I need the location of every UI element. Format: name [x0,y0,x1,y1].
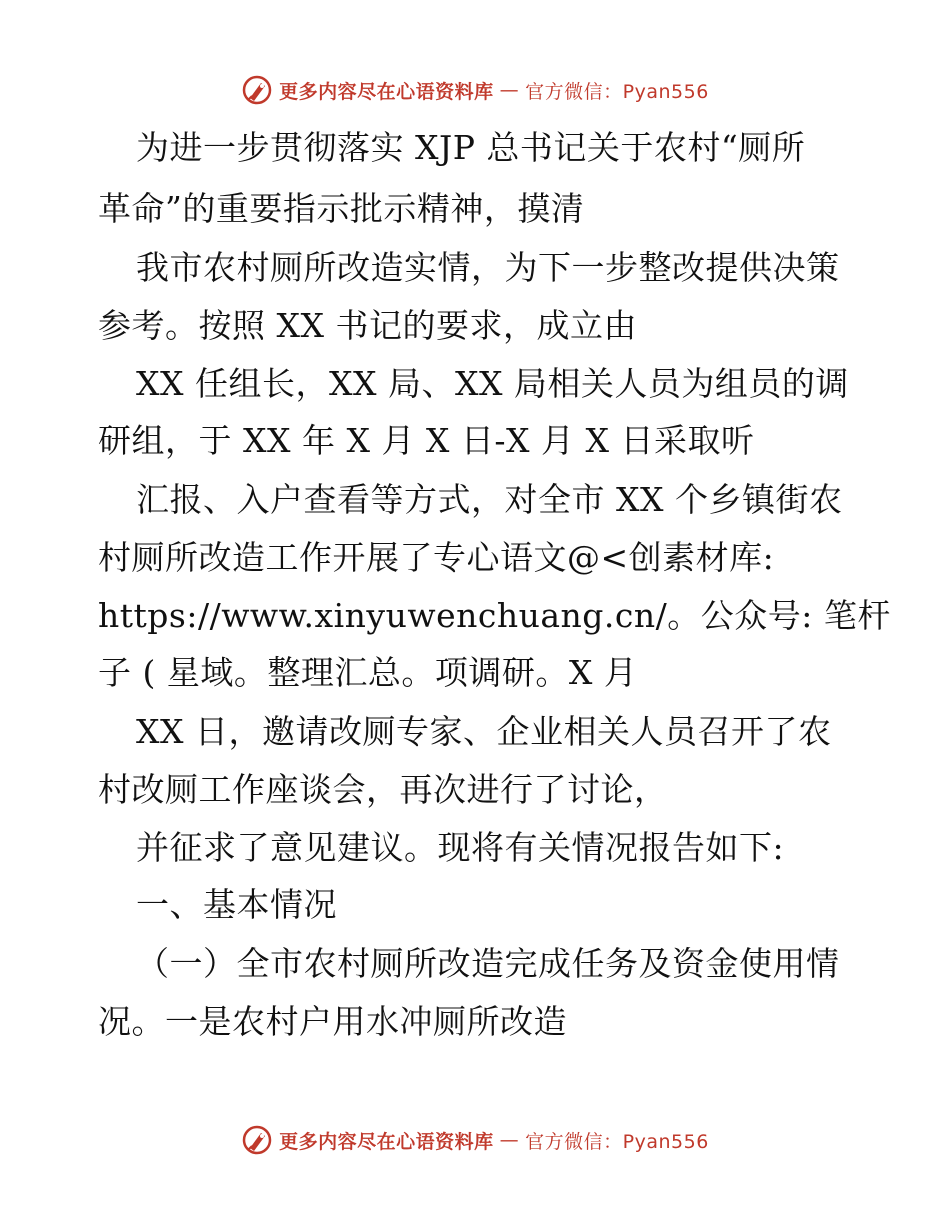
body-line: XX 任组长，XX 局、XX 局相关人员为组员的调 [136,364,849,403]
body-line: 子 ( 星域。整理汇总。项调研。X 月 [98,653,638,692]
footer-watermark-banner [0,1120,950,1160]
banner-site-name: 更多内容尽在心语资料库 [279,80,494,103]
body-line: 况。一是农村户用水冲厕所改造 [98,1002,567,1041]
body-line: 研组，于 XX 年 X 月 X 日-X 月 X 日采取听 [98,421,755,460]
banner-wechat: 官方微信：Pyan556 [525,80,709,103]
banner-dash: — [499,79,520,101]
body-line: XX 日，邀请改厕专家、企业相关人员召开了农 [136,712,832,751]
banner-site-name: 更多内容尽在心语资料库 [279,1130,494,1153]
pen-nib-logo-icon [241,1124,273,1156]
body-line: 我市农村厕所改造实情，为下一步整改提供决策 [136,248,840,287]
section-heading: 一、基本情况 [136,885,337,924]
body-line: https://www.xinyuwenchuang.cn/。公众号: 笔杆 [98,596,891,635]
banner-dash: — [499,1129,520,1151]
body-line: 为进一步贯彻落实 XJP 总书记关于农村“厕所 [136,128,806,167]
body-line: 村改厕工作座谈会，再次进行了讨论， [98,770,668,809]
body-line: 汇报、入户查看等方式，对全市 XX 个乡镇街农 [136,480,843,519]
banner-wechat: 官方微信：Pyan556 [525,1130,709,1153]
pen-nib-logo-icon [241,74,273,106]
body-line: 参考。按照 XX 书记的要求，成立由 [98,306,637,345]
body-line: 革命”的重要指示批示精神，摸清 [98,189,585,228]
body-line: 村厕所改造工作开展了专心语文@<创素材库: [98,538,775,577]
header-watermark-banner [0,70,950,110]
body-line: （一）全市农村厕所改造完成任务及资金使用情 [136,944,840,983]
body-line: 并征求了意见建议。现将有关情况报告如下: [136,828,785,867]
